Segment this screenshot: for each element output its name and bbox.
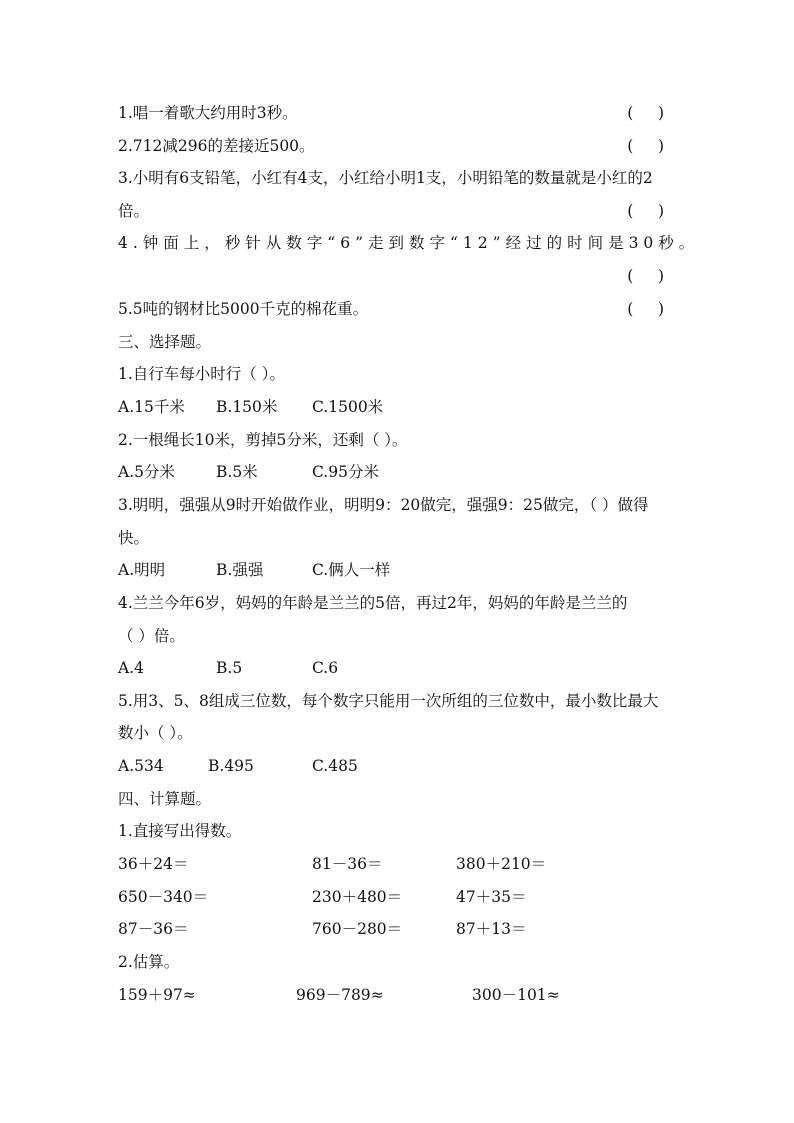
judge-item-4 bbox=[118, 231, 700, 255]
choice-options-1 bbox=[118, 395, 678, 419]
judge-item-4-paren-line bbox=[118, 264, 678, 288]
answer-parens: ( ) bbox=[627, 267, 664, 285]
choice-options-4 bbox=[118, 656, 678, 680]
option-a: A.15千米 bbox=[118, 398, 185, 416]
choice-question-3-cont: 快。 bbox=[118, 529, 150, 547]
judge-item-5 bbox=[118, 297, 678, 321]
judge-item-text: 4.钟面上，秒针从数字“6”走到数字“12”经过的时间是30秒。 bbox=[118, 234, 700, 252]
judge-item-text-cont: 倍。 bbox=[118, 202, 150, 220]
calc-problem: 81－36＝ bbox=[312, 855, 383, 873]
option-b: B.强强 bbox=[216, 561, 264, 579]
option-c: C.485 bbox=[312, 757, 358, 775]
calc-problem: 650－340＝ bbox=[118, 888, 209, 906]
option-b: B.5 bbox=[216, 659, 243, 677]
option-a: A.4 bbox=[118, 659, 144, 677]
calc-row-1 bbox=[118, 852, 678, 876]
choice-question-2: 2.一根绳长10米，剪掉5分米，还剩（ ）。 bbox=[118, 431, 408, 449]
option-c: C.1500米 bbox=[312, 398, 384, 416]
section-heading-calc: 四、计算题。 bbox=[118, 790, 212, 808]
calc-problem: 47＋35＝ bbox=[456, 888, 527, 906]
option-b: B.150米 bbox=[216, 398, 278, 416]
option-a: A.5分米 bbox=[118, 463, 175, 481]
judge-item-3 bbox=[118, 166, 678, 190]
option-a: A.明明 bbox=[118, 561, 166, 579]
calc-problem: 36＋24＝ bbox=[118, 855, 189, 873]
choice-question-4: 4.兰兰今年6岁，妈妈的年龄是兰兰的5倍，再过2年，妈妈的年龄是兰兰的 bbox=[118, 594, 628, 612]
choice-question-1: 1.自行车每小时行（ ）。 bbox=[118, 365, 285, 383]
calc-problem: 380＋210＝ bbox=[456, 855, 547, 873]
option-a: A.534 bbox=[118, 757, 164, 775]
choice-question-4-cont: （ ）倍。 bbox=[118, 627, 185, 645]
answer-parens: ( ) bbox=[627, 137, 664, 155]
option-c: C.95分米 bbox=[312, 463, 379, 481]
judge-item-text: 1.唱一着歌大约用时3秒。 bbox=[118, 104, 298, 122]
calc-sub-heading-2: 2.估算。 bbox=[118, 953, 180, 971]
calc-problem: 230＋480＝ bbox=[312, 888, 403, 906]
judge-item-2 bbox=[118, 134, 678, 158]
calc-problem: 87＋13＝ bbox=[456, 920, 527, 938]
judge-item-1 bbox=[118, 101, 678, 125]
judge-item-text: 5.5吨的钢材比5000千克的棉花重。 bbox=[118, 300, 369, 318]
choice-question-5-cont: 数小（ ）。 bbox=[118, 724, 193, 742]
judge-item-3-cont bbox=[118, 199, 678, 223]
choice-options-5 bbox=[118, 754, 678, 778]
choice-options-3 bbox=[118, 558, 678, 582]
estimate-problem: 159＋97≈ bbox=[118, 986, 196, 1004]
judge-item-text: 3.小明有6支铅笔，小红有4支，小红给小明1支，小明铅笔的数量就是小红的2 bbox=[118, 169, 653, 187]
calc-sub-heading-1: 1.直接写出得数。 bbox=[118, 822, 242, 840]
choice-options-2 bbox=[118, 460, 678, 484]
answer-parens: ( ) bbox=[627, 104, 664, 122]
option-b: B.495 bbox=[208, 757, 254, 775]
choice-question-3: 3.明明，强强从9时开始做作业，明明9：20做完，强强9：25做完，（ ）做得 bbox=[118, 496, 649, 514]
calc-row-3 bbox=[118, 917, 678, 941]
answer-parens: ( ) bbox=[627, 202, 664, 220]
option-b: B.5米 bbox=[216, 463, 258, 481]
choice-question-5: 5.用3、5、8组成三位数，每个数字只能用一次所组的三位数中，最小数比最大 bbox=[118, 692, 659, 710]
option-c: C.6 bbox=[312, 659, 339, 677]
calc-row-2 bbox=[118, 885, 678, 909]
estimate-problem: 969－789≈ bbox=[296, 986, 384, 1004]
option-c: C.俩人一样 bbox=[312, 561, 391, 579]
section-heading-choice: 三、选择题。 bbox=[118, 333, 212, 351]
calc-problem: 87－36＝ bbox=[118, 920, 189, 938]
judge-item-text: 2.712减296的差接近500。 bbox=[118, 137, 315, 155]
answer-parens: ( ) bbox=[627, 300, 664, 318]
estimate-problem: 300－101≈ bbox=[472, 986, 560, 1004]
calc-problem: 760－280＝ bbox=[312, 920, 403, 938]
estimate-row bbox=[118, 983, 678, 1007]
